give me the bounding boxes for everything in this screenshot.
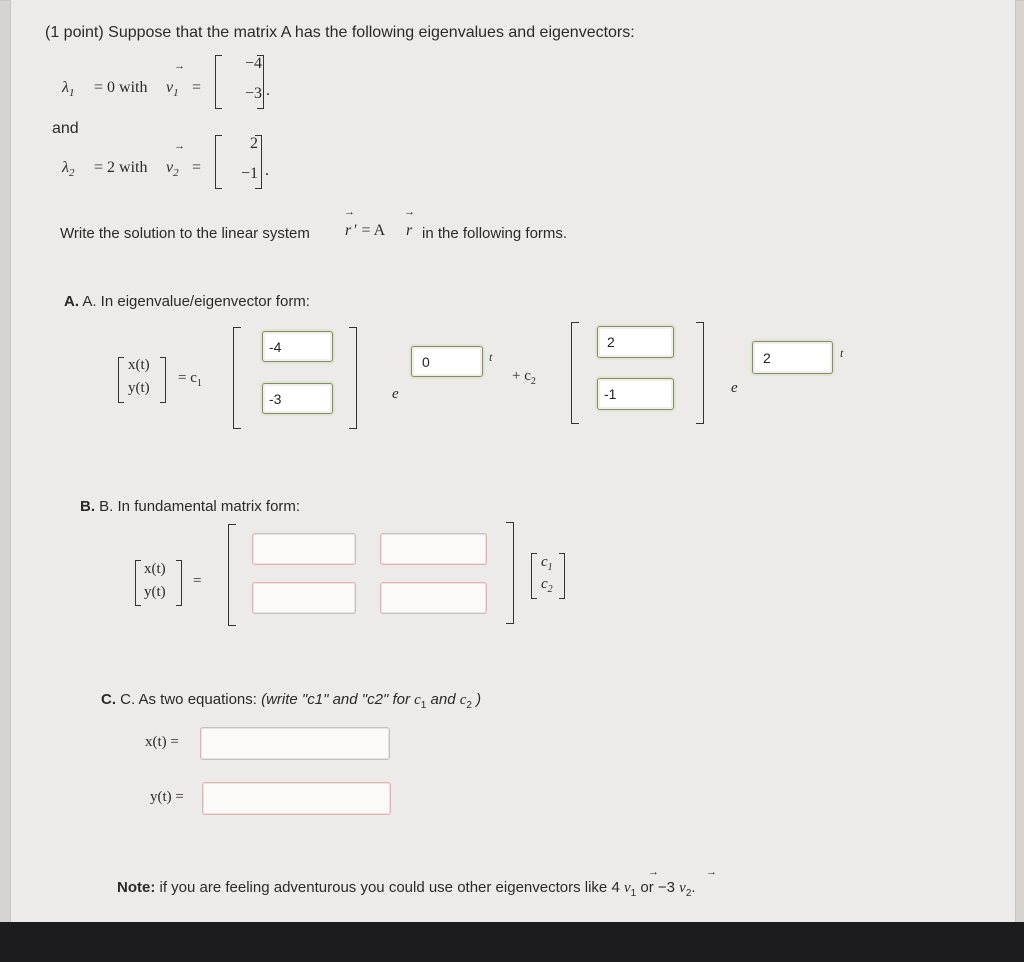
x-of-t-b: x(t): [144, 561, 166, 577]
and-text: and: [52, 120, 79, 137]
v2-left-bracket: [215, 135, 222, 189]
v1-bottom: −3: [244, 85, 262, 102]
xy-right-bracket: [160, 357, 166, 403]
eq-b: =: [193, 573, 202, 589]
lambda1-value: = 0 with: [94, 79, 148, 96]
c2-symbol: $c_2$: [541, 576, 553, 595]
system-equation: ′ = A: [354, 222, 386, 239]
y-of-t-b: y(t): [144, 584, 166, 600]
bottom-bezel: [0, 922, 1024, 962]
vec1-top-input[interactable]: -4: [262, 331, 333, 362]
x-equation-label: x(t) =: [145, 734, 179, 750]
t-symbol-2: t: [840, 346, 844, 360]
t-symbol-1: t: [489, 350, 493, 364]
vector-arrow-icon: →: [706, 866, 717, 878]
y-of-t: y(t): [128, 380, 150, 396]
vector-arrow-icon: →: [174, 60, 185, 72]
vec2-top-input[interactable]: 2: [597, 326, 674, 358]
y-equation-label: y(t) =: [150, 789, 184, 805]
v1-period: .: [266, 82, 270, 99]
x-of-t: x(t): [128, 357, 150, 373]
vec1-bottom-input[interactable]: -3: [262, 383, 333, 414]
v1-symbol: $v_1$: [166, 79, 179, 100]
xy-b-left-bracket: [135, 560, 141, 606]
vector-arrow-icon: →: [174, 140, 185, 152]
part-b-label: B. B. In fundamental matrix form:: [80, 498, 301, 515]
matrix-left-bracket: [228, 524, 236, 626]
vector-arrow-icon: →: [648, 866, 659, 878]
c1-symbol: $c_1$: [541, 554, 553, 573]
xy-b-right-bracket: [176, 560, 182, 606]
part-a-label: A. A. In eigenvalue/eigenvector form:: [64, 293, 310, 310]
lambda2-value: = 2 with: [94, 159, 148, 176]
vec2-right-bracket: [696, 322, 704, 424]
matrix-input-11[interactable]: [252, 533, 356, 565]
v1-right-bracket: [257, 55, 264, 109]
matrix-input-12[interactable]: [380, 533, 487, 565]
vec1-right-bracket: [349, 327, 357, 429]
vec2-bottom-input[interactable]: -1: [597, 378, 674, 410]
v1-equals: =: [192, 79, 202, 96]
c-right-bracket: [559, 553, 565, 599]
exp1-input[interactable]: 0: [411, 346, 483, 377]
c-left-bracket: [531, 553, 537, 599]
y-equation-input[interactable]: [202, 782, 391, 815]
matrix-input-22[interactable]: [380, 582, 487, 614]
vec1-left-bracket: [233, 327, 241, 429]
v1-top: −4: [244, 55, 262, 72]
lambda1-symbol: $\lambda_1$: [62, 79, 75, 100]
v2-right-bracket: [255, 135, 262, 189]
plus-c2: + $c_2$: [512, 368, 536, 387]
v2-bottom: −1: [240, 165, 258, 182]
vector-arrow-icon: →: [404, 206, 415, 218]
matrix-right-bracket: [506, 522, 514, 624]
r-symbol: r: [406, 222, 413, 239]
e-symbol-2: e: [731, 380, 738, 396]
x-equation-input[interactable]: [200, 727, 390, 760]
vector-arrow-icon: →: [344, 206, 355, 218]
part-c-label: C. C. As two equations: (write "c1" and "c2" for $c_1$ and $c_2$ ): [101, 691, 482, 711]
problem-panel: [10, 0, 1016, 922]
matrix-input-21[interactable]: [252, 582, 356, 614]
system-text: Write the solution to the linear system: [60, 225, 310, 242]
problem-intro: (1 point) Suppose that the matrix A has the following eigenvalues and eigenvectors:: [45, 24, 635, 41]
e-symbol-1: e: [392, 386, 399, 402]
r-symbol: r: [345, 222, 352, 239]
v2-period: .: [265, 162, 269, 179]
v1-left-bracket: [215, 55, 222, 109]
v2-symbol: $v_2$: [166, 159, 179, 180]
v2-top: 2: [250, 135, 258, 152]
vec2-left-bracket: [571, 322, 579, 424]
xy-left-bracket: [118, 357, 124, 403]
exp2-input[interactable]: 2: [752, 341, 833, 374]
lambda2-symbol: $\lambda_2$: [62, 159, 75, 180]
eq-c1: = $c_1$: [178, 370, 202, 389]
note-text: Note: if you are feeling adventurous you could use other eigenvectors like 4 $v_1$ or −3 $v_2$.: [117, 879, 696, 899]
v2-equals: =: [192, 159, 202, 176]
system-text-post: in the following forms.: [422, 225, 568, 242]
